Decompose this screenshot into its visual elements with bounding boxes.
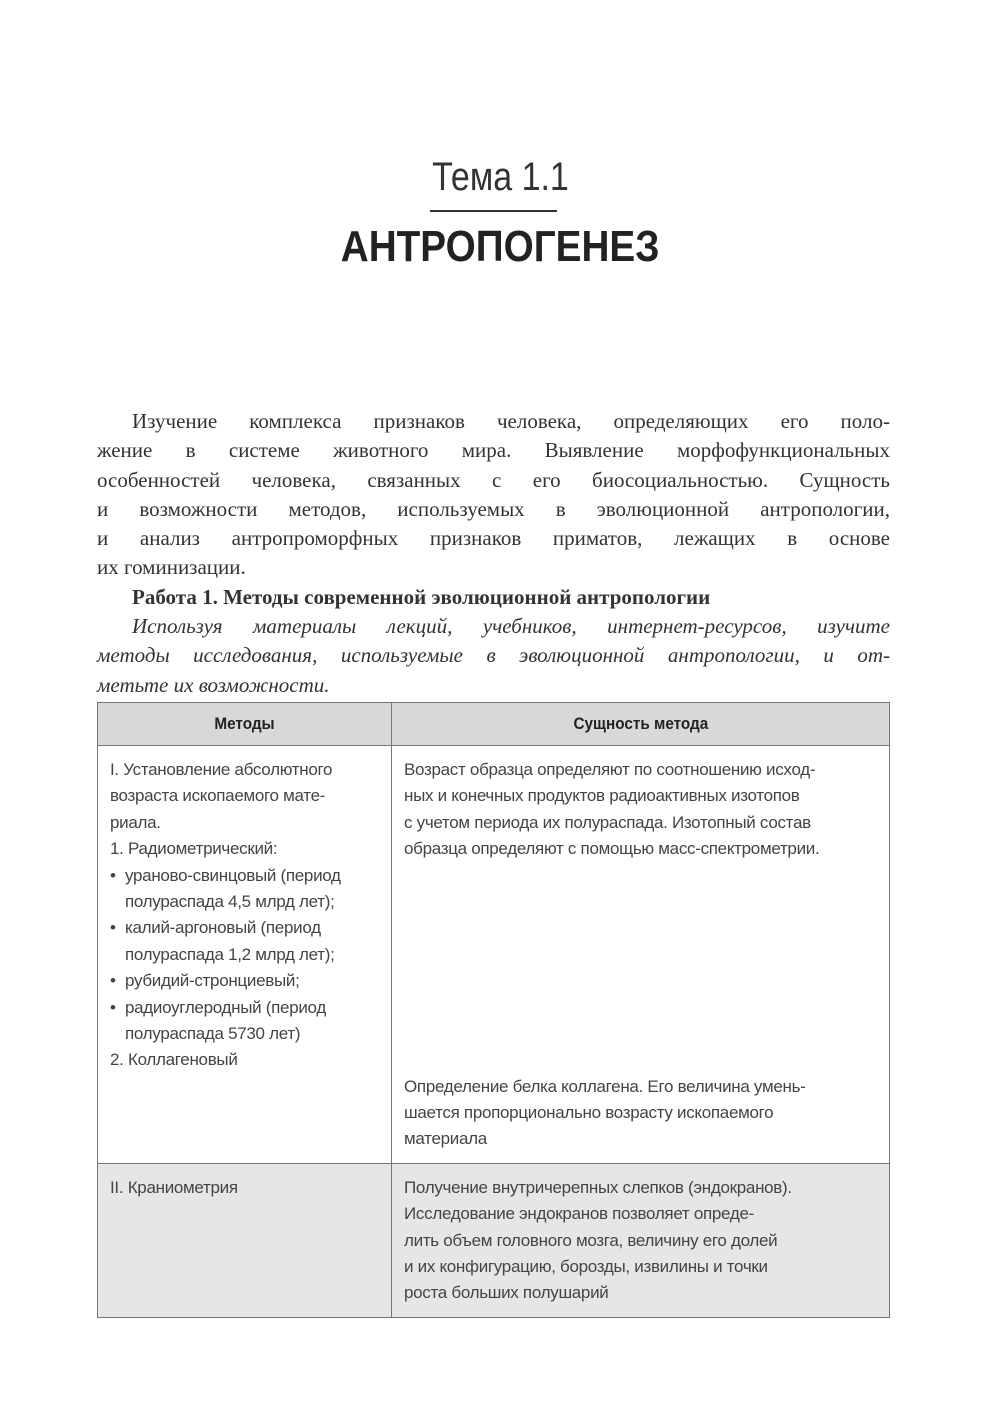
header-methods <box>98 703 392 746</box>
table-header-row <box>98 703 890 746</box>
task-paragraph <box>97 612 890 700</box>
text-line: ных и конечных продуктов радиоактивных изотопов <box>404 786 800 806</box>
text-line: метьте их возможности. <box>97 672 330 697</box>
text-line: образца определяют с помощью масс-спектрометрии. <box>404 839 820 859</box>
method-line: возраста ископаемого мате- <box>110 786 326 806</box>
page-title <box>0 222 1000 272</box>
text-line: их гоминизации. <box>97 555 246 580</box>
text-line: Исследование эндокранов позволяет опреде- <box>404 1204 754 1224</box>
work-title: Работа 1. Методы современной эволюционной антропологии <box>132 584 711 609</box>
bullet-item: • калий-аргоновый (период <box>110 915 379 941</box>
text-line: и анализ антропроморфных признаков приматов, лежащих в основе <box>97 526 890 551</box>
intro-paragraph <box>97 407 890 583</box>
bullet-item: • радиоуглеродный (период <box>110 995 379 1021</box>
method-line: 2. Коллагеновый <box>110 1050 238 1070</box>
header-methods-text: Методы <box>214 714 275 733</box>
title-underline <box>430 210 557 212</box>
header-essence-text: Сущность метода <box>573 714 708 733</box>
methods-table <box>97 702 890 1318</box>
topic-text: Тема 1.1 <box>431 155 569 199</box>
body-text <box>97 407 890 700</box>
text-line: Определение белка коллагена. Его величина умень- <box>404 1076 806 1096</box>
text-line: особенностей человека, связанных с его биосоциальностью. Сущность <box>97 467 890 492</box>
text-line: материала <box>404 1129 487 1149</box>
header-essence <box>392 703 890 746</box>
text-line: жение в системе животного мира. Выявление морфофункциональных <box>97 438 890 463</box>
methods-cell <box>98 1163 392 1317</box>
text-line: с учетом периода их полураспада. Изотопный состав <box>404 812 811 832</box>
method-line: полураспада 5730 лет) <box>125 1024 301 1044</box>
text-line: роста больших полушарий <box>404 1283 609 1303</box>
text-line: Используя материалы лекций, учебников, интернет-ресурсов, изучите <box>132 614 890 639</box>
page-title-text: АНТРОПОГЕНЕЗ <box>340 222 660 271</box>
methods-cell <box>98 746 392 1164</box>
text-line: шается пропорционально возрасту ископаемого <box>404 1103 774 1123</box>
essence-cell <box>392 746 890 1164</box>
method-line: I. Установление абсолютного <box>110 760 333 779</box>
essence-collagen <box>404 1074 877 1153</box>
method-line: полураспада 4,5 млрд лет); <box>125 892 335 912</box>
text-line: методы исследования, используемые в эволюционной антропологии, и от- <box>97 643 890 668</box>
method-line: полураспада 1,2 млрд лет); <box>125 944 335 964</box>
method-text: II. Краниометрия <box>110 1177 238 1197</box>
text-line: и их конфигурацию, борозды, извилины и точки <box>404 1257 768 1277</box>
text-line: Возраст образца определяют по соотношению исход- <box>404 760 816 779</box>
topic-number <box>0 155 1000 200</box>
text-line: Изучение комплекса признаков человека, определяющих его поло- <box>132 409 890 433</box>
text-line: Получение внутричерепных слепков (эндокранов). <box>404 1177 792 1197</box>
table-row <box>98 746 890 1164</box>
method-line: риала. <box>110 812 161 832</box>
essence-radiometric <box>404 757 877 863</box>
bullet-item: • рубидий-стронциевый; <box>110 968 379 994</box>
text-line: и возможности методов, используемых в эволюционной антропологии, <box>97 496 890 521</box>
text-line: лить объем головного мозга, величину его долей <box>404 1230 778 1250</box>
essence-cell <box>392 1163 890 1317</box>
method-line: 1. Радиометрический: <box>110 839 278 859</box>
bullet-item: • ураново-свинцовый (период <box>110 863 379 889</box>
table-row <box>98 1163 890 1317</box>
